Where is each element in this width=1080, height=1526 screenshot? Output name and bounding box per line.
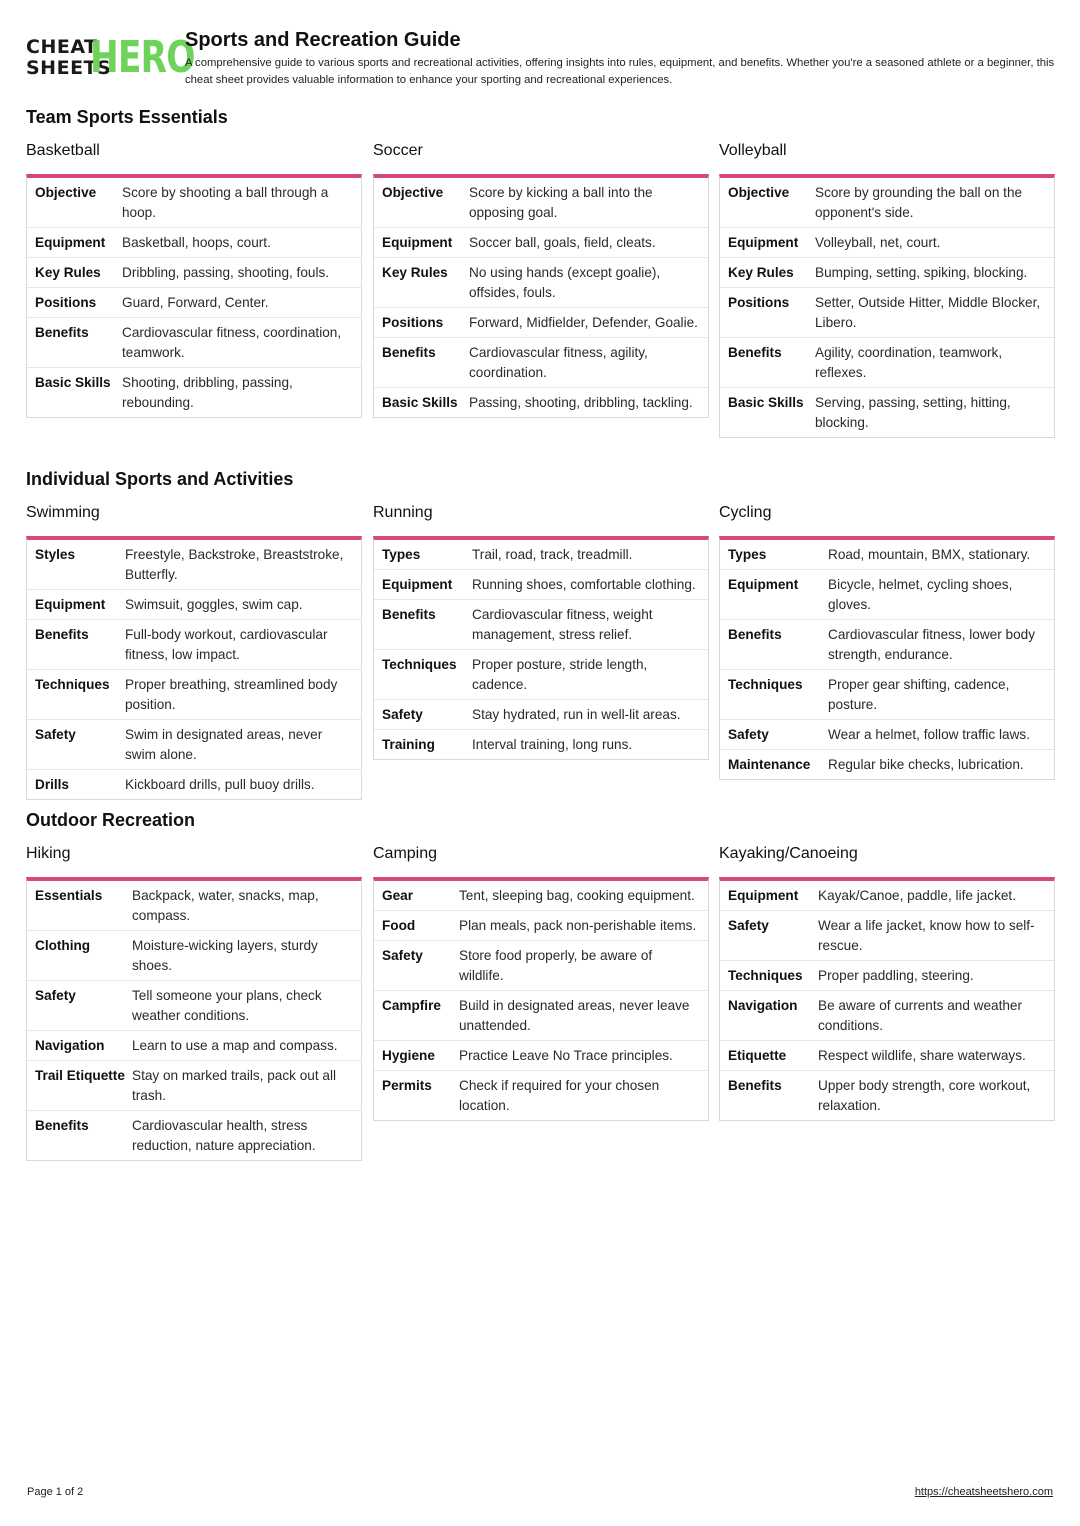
table-row <box>720 288 1054 338</box>
row-key: Basic Skills <box>382 395 458 410</box>
row-key: Clothing <box>35 938 91 953</box>
row-key: Benefits <box>382 345 436 360</box>
row-key: Equipment <box>728 235 799 250</box>
row-value: Proper posture, stride length, cadence. <box>472 657 648 692</box>
row-value: Proper breathing, streamlined body position. <box>125 677 338 712</box>
table-row <box>374 911 708 941</box>
table-row <box>374 570 708 600</box>
row-key: Objective <box>35 185 97 200</box>
row-value: Upper body strength, core workout, relaxation. <box>818 1078 1031 1113</box>
row-key: Safety <box>382 707 423 722</box>
table-row <box>720 338 1054 388</box>
row-value: Check if required for your chosen location. <box>459 1078 660 1113</box>
table-row <box>27 228 361 258</box>
row-key: Equipment <box>728 888 799 903</box>
row-key: Objective <box>382 185 444 200</box>
row-value: Guard, Forward, Center. <box>122 295 269 310</box>
row-value: Setter, Outside Hitter, Middle Blocker, Libero. <box>815 295 1041 330</box>
table-row <box>374 228 708 258</box>
table-row <box>374 600 708 650</box>
section-title-outdoor-recreation: Outdoor Recreation <box>26 810 196 830</box>
table-row <box>720 961 1054 991</box>
table-row <box>720 911 1054 961</box>
card-hiking <box>26 844 362 1161</box>
card-cycling <box>719 503 1055 780</box>
row-key: Key Rules <box>382 265 448 280</box>
row-value: Tent, sleeping bag, cooking equipment. <box>459 888 695 903</box>
table-row <box>27 720 361 770</box>
section-title-team-sports: Team Sports Essentials <box>26 107 228 127</box>
row-key: Equipment <box>728 577 799 592</box>
row-key: Permits <box>382 1078 432 1093</box>
row-key: Campfire <box>382 998 441 1013</box>
row-value: Dribbling, passing, shooting, fouls. <box>122 265 330 280</box>
row-value: Proper gear shifting, cadence, posture. <box>828 677 1010 712</box>
row-value: Cardiovascular fitness, agility, coordination. <box>469 345 648 380</box>
table-row <box>720 1041 1054 1071</box>
table-row <box>374 941 708 991</box>
table-row <box>27 288 361 318</box>
row-key: Equipment <box>35 597 106 612</box>
page-number: Page 1 of 2 <box>27 1486 84 1498</box>
row-value: Wear a helmet, follow traffic laws. <box>828 727 1030 742</box>
table-row <box>720 228 1054 258</box>
row-key: Positions <box>382 315 444 330</box>
table-row <box>374 1041 708 1071</box>
table-row <box>27 590 361 620</box>
row-value: Bicycle, helmet, cycling shoes, gloves. <box>828 577 1013 612</box>
table-row <box>27 931 361 981</box>
table-row <box>374 540 708 570</box>
table-row <box>720 881 1054 911</box>
table-row <box>27 368 361 417</box>
logo-text-cheat: CHEAT <box>26 36 98 58</box>
row-value: Score by kicking a ball into the opposing goal. <box>469 185 653 220</box>
info-table <box>719 174 1055 438</box>
table-row <box>27 318 361 368</box>
table-row <box>27 1061 361 1111</box>
table-row <box>720 258 1054 288</box>
row-key: Key Rules <box>35 265 101 280</box>
card-title: Volleyball <box>719 142 787 159</box>
row-key: Techniques <box>382 657 457 672</box>
row-value: Soccer ball, goals, field, cleats. <box>469 235 656 250</box>
row-key: Benefits <box>728 1078 782 1093</box>
table-row <box>720 750 1054 779</box>
table-row <box>374 730 708 759</box>
row-value: Agility, coordination, teamwork, reflexes. <box>815 345 1003 380</box>
table-row <box>374 178 708 228</box>
section-title-individual-sports: Individual Sports and Activities <box>26 469 294 489</box>
row-key: Drills <box>35 777 69 792</box>
table-row <box>720 1071 1054 1120</box>
row-key: Benefits <box>35 627 89 642</box>
row-value: Passing, shooting, dribbling, tackling. <box>469 395 693 410</box>
row-key: Etiquette <box>728 1048 787 1063</box>
info-table <box>26 877 362 1161</box>
row-value: Kayak/Canoe, paddle, life jacket. <box>818 888 1016 903</box>
row-value: Bumping, setting, spiking, blocking. <box>815 265 1028 280</box>
cheatsheetshero-logo[interactable] <box>26 32 195 83</box>
row-key: Maintenance <box>728 757 811 772</box>
table-row <box>27 881 361 931</box>
row-value: Tell someone your plans, check weather conditions. <box>132 988 322 1023</box>
table-row <box>374 308 708 338</box>
table-row <box>27 258 361 288</box>
card-title: Kayaking/Canoeing <box>719 845 858 862</box>
row-key: Safety <box>728 727 769 742</box>
row-value: Score by grounding the ball on the opponent's side. <box>815 185 1023 220</box>
card-basketball <box>26 141 362 418</box>
card-title: Cycling <box>719 504 772 521</box>
table-row <box>27 178 361 228</box>
card-swimming <box>26 503 362 800</box>
row-value: Be aware of currents and weather conditions. <box>818 998 1023 1033</box>
table-row <box>374 881 708 911</box>
row-key: Techniques <box>35 677 110 692</box>
table-row <box>374 258 708 308</box>
table-row <box>720 991 1054 1041</box>
table-row <box>27 670 361 720</box>
row-value: Interval training, long runs. <box>472 737 633 752</box>
table-row <box>27 981 361 1031</box>
row-value: Practice Leave No Trace principles. <box>459 1048 673 1063</box>
card-title: Running <box>373 504 433 521</box>
row-key: Positions <box>35 295 97 310</box>
row-key: Basic Skills <box>728 395 804 410</box>
row-value: Serving, passing, setting, hitting, blocking. <box>815 395 1011 430</box>
card-volleyball <box>719 141 1055 438</box>
table-row <box>374 338 708 388</box>
card-title: Camping <box>373 845 438 862</box>
table-row <box>27 1031 361 1061</box>
row-key: Hygiene <box>382 1048 435 1063</box>
row-key: Key Rules <box>728 265 794 280</box>
row-key: Types <box>382 547 421 562</box>
table-row <box>374 991 708 1041</box>
card-title: Soccer <box>373 142 423 159</box>
row-key: Techniques <box>728 968 803 983</box>
card-running <box>373 503 709 760</box>
row-key: Objective <box>728 185 790 200</box>
table-row <box>374 1071 708 1120</box>
row-key: Types <box>728 547 767 562</box>
row-value: Moisture-wicking layers, sturdy shoes. <box>132 938 318 973</box>
row-key: Trail Etiquette <box>35 1068 125 1083</box>
table-row <box>720 388 1054 437</box>
row-value: Freestyle, Backstroke, Breaststroke, Butterfly. <box>125 547 344 582</box>
row-key: Gear <box>382 888 413 903</box>
row-value: Stay hydrated, run in well-lit areas. <box>472 707 681 722</box>
info-table <box>373 877 709 1121</box>
row-key: Equipment <box>35 235 106 250</box>
row-value: Build in designated areas, never leave unattended. <box>459 998 690 1033</box>
row-key: Safety <box>35 727 76 742</box>
row-key: Essentials <box>35 888 103 903</box>
row-key: Benefits <box>35 325 89 340</box>
row-value: Regular bike checks, lubrication. <box>828 757 1024 772</box>
row-value: Wear a life jacket, know how to self-rescue. <box>818 918 1035 953</box>
row-value: Cardiovascular health, stress reduction, nature appreciation. <box>132 1118 316 1153</box>
row-key: Benefits <box>35 1118 89 1133</box>
row-key: Benefits <box>382 607 436 622</box>
row-key: Food <box>382 918 416 933</box>
table-row <box>720 540 1054 570</box>
table-row <box>374 650 708 700</box>
row-key: Training <box>382 737 435 752</box>
row-key: Safety <box>35 988 76 1003</box>
page-title: Sports and Recreation Guide <box>185 29 461 51</box>
row-value: Volleyball, net, court. <box>815 235 941 250</box>
row-key: Safety <box>382 948 423 963</box>
row-value: No using hands (except goalie), offsides, fouls. <box>469 265 661 300</box>
table-row <box>720 620 1054 670</box>
row-value: Respect wildlife, share waterways. <box>818 1048 1026 1063</box>
row-value: Swimsuit, goggles, swim cap. <box>125 597 303 612</box>
site-link[interactable]: https://cheatsheetshero.com <box>914 1486 1053 1498</box>
info-table <box>373 536 709 760</box>
row-value: Stay on marked trails, pack out all trash. <box>132 1068 336 1103</box>
row-value: Kickboard drills, pull buoy drills. <box>125 777 315 792</box>
info-table <box>719 536 1055 780</box>
row-value: Shooting, dribbling, passing, rebounding. <box>122 375 293 410</box>
table-row <box>720 570 1054 620</box>
info-table <box>373 174 709 418</box>
row-value: Forward, Midfielder, Defender, Goalie. <box>469 315 698 330</box>
info-table <box>26 174 362 418</box>
table-row <box>374 388 708 417</box>
page-description: A comprehensive guide to various sports and recreational activities, offering insights into rules, equipment, and benefits. Whether you're a seasoned athlete or a beginner, this cheat sheet provides valuable information to enhance your sporting and recreational experiences. <box>185 57 1055 86</box>
table-row <box>720 178 1054 228</box>
row-value: Cardiovascular fitness, weight management, stress relief. <box>472 607 653 642</box>
row-value: Backpack, water, snacks, map, compass. <box>132 888 319 923</box>
row-value: Learn to use a map and compass. <box>132 1038 338 1053</box>
row-key: Techniques <box>728 677 803 692</box>
row-value: Swim in designated areas, never swim alone. <box>125 727 323 762</box>
row-key: Basic Skills <box>35 375 111 390</box>
row-key: Benefits <box>728 627 782 642</box>
row-value: Full-body workout, cardiovascular fitness, low impact. <box>125 627 328 662</box>
page-header <box>26 28 1056 90</box>
table-row <box>27 770 361 799</box>
logo-text-sheets: SHEETS <box>26 57 112 79</box>
row-value: Store food properly, be aware of wildlife. <box>459 948 653 983</box>
card-camping <box>373 844 709 1121</box>
card-title: Basketball <box>26 142 100 159</box>
row-key: Benefits <box>728 345 782 360</box>
table-row <box>720 720 1054 750</box>
row-value: Score by shooting a ball through a hoop. <box>122 185 329 220</box>
logo-text-hero: HERO <box>90 32 195 83</box>
card-kayaking <box>719 844 1055 1121</box>
row-key: Equipment <box>382 235 453 250</box>
row-value: Plan meals, pack non-perishable items. <box>459 918 697 933</box>
table-row <box>27 1111 361 1160</box>
card-title: Hiking <box>26 845 71 862</box>
card-title: Swimming <box>26 504 100 521</box>
table-row <box>374 700 708 730</box>
row-key: Navigation <box>728 998 798 1013</box>
table-row <box>27 620 361 670</box>
info-table <box>26 536 362 800</box>
row-key: Navigation <box>35 1038 105 1053</box>
row-value: Cardiovascular fitness, lower body strength, endurance. <box>828 627 1036 662</box>
row-key: Safety <box>728 918 769 933</box>
row-value: Road, mountain, BMX, stationary. <box>828 547 1031 562</box>
card-soccer <box>373 141 709 418</box>
row-value: Cardiovascular fitness, coordination, teamwork. <box>122 325 342 360</box>
row-value: Basketball, hoops, court. <box>122 235 271 250</box>
table-row <box>27 540 361 590</box>
row-value: Running shoes, comfortable clothing. <box>472 577 696 592</box>
table-row <box>720 670 1054 720</box>
row-value: Proper paddling, steering. <box>818 968 974 983</box>
info-table <box>719 877 1055 1121</box>
row-key: Styles <box>35 547 76 562</box>
row-key: Positions <box>728 295 790 310</box>
row-key: Equipment <box>382 577 453 592</box>
row-value: Trail, road, track, treadmill. <box>472 547 633 562</box>
